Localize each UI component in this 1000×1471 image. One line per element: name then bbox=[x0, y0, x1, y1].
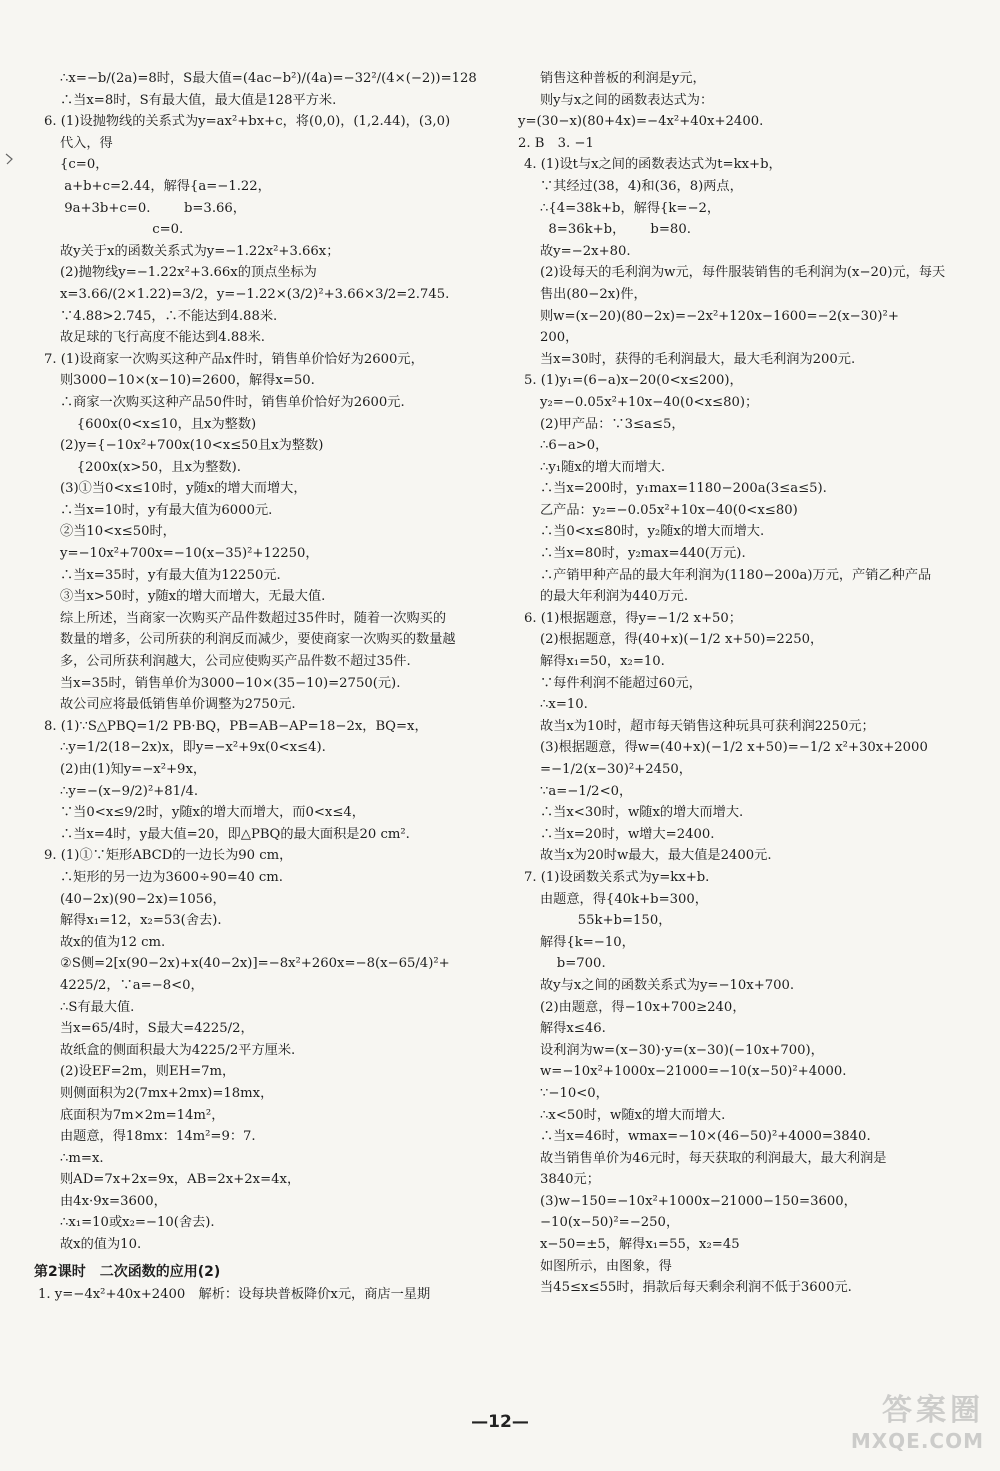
answer-line: 底面积为7m×2m=14m²， bbox=[60, 1107, 225, 1123]
answer-line: 故当x为20时w最大，最大值是2400元. bbox=[540, 848, 772, 864]
answer-line: ∴当x=46时，wmax=−10×(46−50)²+4000=3840. bbox=[540, 1129, 871, 1145]
answer-line: 解得x₁=12，x₂=53(舍去). bbox=[60, 913, 222, 929]
answer-line: 9. (1)①∵矩形ABCD的一边长为90 cm， bbox=[44, 848, 293, 864]
answer-line: ②当10<x≤50时， bbox=[60, 524, 176, 540]
answer-line: ∴当x=20时，w增大=2400. bbox=[540, 826, 715, 842]
answer-line: 则AD=7x+2x=9x，AB=2x+2x=4x， bbox=[60, 1172, 301, 1188]
answer-line: ∴x<50时，w随x的增大而增大. bbox=[540, 1107, 726, 1123]
page-number: —12— bbox=[471, 1412, 529, 1432]
answer-line: 当x=35时，销售单价为3000−10×(35−10)=2750(元). bbox=[60, 675, 401, 691]
answer-line: ∴产销甲种产品的最大年利润为(1180−200a)万元，产销乙种产品 bbox=[540, 567, 932, 583]
answer-line: 故足球的飞行高度不能达到4.88米. bbox=[60, 330, 265, 346]
answer-line: (2)由(1)知y=−x²+9x， bbox=[60, 762, 207, 777]
answer-line: ∴y=−(x−9/2)²+81/4. bbox=[60, 783, 199, 799]
answer-line: 设利润为w=(x−30)·y=(x−30)(−10x+700)， bbox=[540, 1042, 824, 1058]
answer-line: y=−10x²+700x=−10(x−35)²+12250， bbox=[60, 546, 319, 562]
answer-line: 故公司应将最低销售单价调整为2750元. bbox=[60, 697, 296, 713]
answer-line: {200x(x>50，且x为整数). bbox=[60, 459, 241, 475]
answer-line: 故纸盒的侧面积最大为4225/2平方厘米. bbox=[60, 1042, 296, 1058]
answer-line: b=700. bbox=[540, 956, 606, 972]
answer-line: y=(30−x)(80+4x)=−4x²+40x+2400. bbox=[518, 114, 764, 130]
answer-line: 则w=(x−20)(80−2x)=−2x²+120x−1600=−2(x−30)²+ bbox=[540, 308, 899, 324]
answer-line: 6. (1)设抛物线的关系式为y=ax²+bx+c，将(0,0)，(1,2.44)，(3,0) bbox=[44, 114, 451, 130]
answer-line: ∴矩形的另一边为3600÷90=40 cm. bbox=[60, 869, 283, 885]
answer-line: (2)设每天的毛利润为w元，每件服装销售的毛利润为(x−20)元，每天 bbox=[540, 265, 946, 281]
answer-line: =−1/2(x−30)²+2450， bbox=[540, 762, 692, 777]
answer-line: 故x的值为10. bbox=[60, 1237, 142, 1253]
answer-line: 5. (1)y₁=(6−a)x−20(0<x≤200)， bbox=[524, 373, 743, 389]
answer-line: ∴当x=35时，y有最大值为12250元. bbox=[60, 567, 281, 583]
answer-line: 2. B 3. −1 bbox=[518, 135, 594, 151]
answer-line: (3)①当0<x≤10时，y随x的增大而增大， bbox=[60, 481, 307, 497]
answer-line: 故当销售单价为46元时，每天获取的利润最大，最大利润是 bbox=[540, 1150, 887, 1166]
answer-line: 故x的值为12 cm. bbox=[60, 934, 166, 950]
answer-line: 则3000−10×(x−10)=2600，解得x=50. bbox=[60, 373, 315, 389]
watermark-url: MXQE.COM bbox=[850, 1429, 984, 1453]
answer-line: 1. y=−4x²+40x+2400 解析：设每块普板降价x元，商店一星期 bbox=[38, 1286, 431, 1302]
answer-line: 当x=30时，获得的毛利润最大，最大毛利润为200元. bbox=[540, 351, 856, 367]
answer-line: (40−2x)(90−2x)=1056， bbox=[60, 891, 226, 907]
answer-line: 8. (1)∵S△PBQ=1/2 PB·BQ，PB=AB−AP=18−2x，BQ=x， bbox=[44, 718, 428, 734]
answer-line: 代入，得 bbox=[60, 135, 113, 151]
answer-line: 7. (1)设函数关系式为y=kx+b. bbox=[524, 869, 710, 885]
answer-line: (2)甲产品：∵3≤a≤5， bbox=[540, 416, 685, 432]
answer-line: ∴6−a>0， bbox=[540, 438, 609, 454]
answer-line: ∴当x=10时，y有最大值为6000元. bbox=[60, 502, 273, 518]
answer-line: 故当x为10时，超市每天销售这种玩具可获利润2250元； bbox=[540, 718, 875, 734]
left-column bbox=[34, 68, 504, 1305]
answer-line: 6. (1)根据题意，得y=−1/2 x+50； bbox=[524, 610, 742, 626]
answer-line: 由题意，得18mx：14m²=9：7. bbox=[60, 1129, 256, 1145]
answer-line: 数量的增多，公司所获的利润反而减少，要使商家一次购买的数量越 bbox=[60, 632, 456, 648]
answer-line: ∴当x=200时，y₁max=1180−200a(3≤a≤5). bbox=[540, 481, 827, 497]
answer-line: 200， bbox=[540, 330, 579, 346]
answer-line: 故y关于x的函数关系式为y=−1.22x²+3.66x； bbox=[60, 243, 340, 259]
answer-line: ∵每件利润不能超过60元， bbox=[540, 675, 702, 691]
answer-line: ∴y=1/2(18−2x)x，即y=−x²+9x(0<x≤4). bbox=[60, 740, 326, 756]
answer-line: ∴当x=4时，y最大值=20，即△PBQ的最大面积是20 cm². bbox=[60, 826, 410, 842]
answer-line: 故y=−2x+80. bbox=[540, 243, 631, 259]
answer-line: ∴x=10. bbox=[540, 697, 588, 713]
answer-line: ∴当0<x≤80时，y₂随x的增大而增大. bbox=[540, 524, 765, 540]
watermark-logo-text: 答案圈 bbox=[882, 1393, 984, 1428]
answer-line: ∴当x<30时，w随x的增大而增大. bbox=[540, 805, 744, 821]
answer-line: −10(x−50)²=−250， bbox=[540, 1215, 680, 1231]
answer-line: (2)根据题意，得(40+x)(−1/2 x+50)=2250， bbox=[540, 632, 824, 648]
answer-line: (3)w−150=−10x²+1000x−21000−150=3600， bbox=[540, 1193, 857, 1209]
answer-line: (2)y={−10x²+700x(10<x≤50且x为整数) bbox=[60, 438, 324, 454]
answer-line: 当45≤x≤55时，捐款后每天剩余利润不低于3600元. bbox=[540, 1280, 852, 1296]
answer-line: 由题意，得{40k+b=300， bbox=[540, 891, 708, 907]
answer-line: 解得{k=−10， bbox=[540, 934, 635, 950]
answer-line: 当x=65/4时，S最大=4225/2， bbox=[60, 1021, 254, 1037]
answer-line: x−50=±5，解得x₁=55，x₂=45 bbox=[540, 1237, 740, 1253]
answer-line: 则y与x之间的函数表达式为： bbox=[540, 92, 714, 108]
answer-line: ∴S有最大值. bbox=[60, 999, 135, 1015]
answer-line: 故y与x之间的函数关系式为y=−10x+700. bbox=[540, 977, 795, 993]
answer-line: 7. (1)设商家一次购买这种产品x件时，销售单价恰好为2600元， bbox=[44, 351, 424, 367]
answer-line: y₂=−0.05x²+10x−40(0<x≤80)； bbox=[540, 394, 759, 410]
answer-line: ③当x>50时，y随x的增大而增大，无最大值. bbox=[60, 589, 326, 605]
answer-line: ∴y₁随x的增大而增大. bbox=[540, 459, 666, 475]
answer-line: (2)设EF=2m，则EH=7m， bbox=[60, 1064, 236, 1080]
answer-line: 由4x·9x=3600， bbox=[60, 1193, 167, 1209]
right-column bbox=[514, 68, 984, 1299]
scan-mark-icon bbox=[4, 150, 14, 162]
answer-line: ∴当x=80时，y₂max=440(万元). bbox=[540, 546, 746, 562]
answer-line: 解得x≤46. bbox=[540, 1021, 606, 1037]
answer-line: 8=36k+b， b=80. bbox=[540, 222, 691, 238]
answer-line: 售出(80−2x)件， bbox=[540, 286, 647, 302]
answer-line: ∴当x=8时，S有最大值，最大值是128平方米. bbox=[60, 92, 337, 108]
answer-line: ∵−10<0， bbox=[540, 1085, 609, 1101]
answer-line: 多，公司所获利润越大，公司应使购买产品件数不超过35件. bbox=[60, 654, 411, 670]
answer-line: w=−10x²+1000x−21000=−10(x−50)²+4000. bbox=[540, 1064, 847, 1080]
answer-line: c=0. bbox=[60, 222, 184, 238]
answer-line: (2)由题意，得−10x+700≥240， bbox=[540, 999, 746, 1015]
answer-line: 9a+3b+c=0. b=3.66， bbox=[60, 200, 246, 216]
answer-line: (2)抛物线y=−1.22x²+3.66x的顶点坐标为 bbox=[60, 265, 317, 281]
answer-line: 的最大年利润为440万元. bbox=[540, 589, 689, 605]
answer-line: 4. (1)设t与x之间的函数表达式为t=kx+b， bbox=[524, 157, 782, 173]
answer-line: ∵当0<x≤9/2时，y随x的增大而增大，而0<x≤4， bbox=[60, 805, 365, 821]
answer-line: ∴{4=38k+b，解得{k=−2， bbox=[540, 200, 721, 216]
answer-line: ∵4.88>2.745，∴不能达到4.88米. bbox=[60, 308, 278, 324]
answer-line: 综上所述，当商家一次购买产品件数超过35件时，随着一次购买的 bbox=[60, 610, 447, 626]
watermark bbox=[794, 1393, 984, 1463]
answer-line: 解得x₁=50，x₂=10. bbox=[540, 654, 665, 670]
answer-line: a+b+c=2.44，解得{a=−1.22， bbox=[60, 178, 271, 194]
answer-line: (3)根据题意，得w=(40+x)(−1/2 x+50)=−1/2 x²+30x+2000 bbox=[540, 740, 928, 756]
answer-line: x=3.66/(2×1.22)=3/2，y=−1.22×(3/2)²+3.66×3/2=2.745. bbox=[60, 286, 450, 302]
answer-line: ∴x=−b/(2a)=8时，S最大值=(4ac−b²)/(4a)=−32²/(4×(−2))=128 bbox=[60, 71, 477, 86]
answer-line: ∴商家一次购买这种产品50件时，销售单价恰好为2600元. bbox=[60, 394, 405, 410]
answer-line: ∵其经过(38，4)和(36，8)两点， bbox=[540, 178, 743, 194]
answer-line: ②S侧=2[x(90−2x)+x(40−2x)]=−8x²+260x=−8(x−65/4)²+ bbox=[60, 956, 450, 972]
answer-line: ∵a=−1/2<0， bbox=[540, 783, 633, 799]
answer-line: 乙产品：y₂=−0.05x²+10x−40(0<x≤80) bbox=[540, 502, 798, 518]
answer-line: {600x(0<x≤10，且x为整数) bbox=[60, 416, 257, 432]
answer-line: ∴m=x. bbox=[60, 1150, 104, 1166]
answer-line: {c=0， bbox=[60, 157, 109, 173]
answer-line: 4225/2，∵a=−8<0， bbox=[60, 977, 204, 993]
answer-line: 销售这种普板的利润是y元， bbox=[540, 71, 706, 86]
answer-line: ∴x₁=10或x₂=−10(舍去). bbox=[60, 1215, 215, 1231]
answer-line: 则侧面积为2(7mx+2mx)=18mx， bbox=[60, 1085, 274, 1101]
answer-line: 55k+b=150， bbox=[540, 913, 672, 929]
answer-line: 3840元； bbox=[540, 1172, 600, 1188]
section-heading: 第2课时 二次函数的应用(2) bbox=[34, 1263, 221, 1280]
answer-line: 如图所示，由图象，得 bbox=[540, 1258, 672, 1274]
